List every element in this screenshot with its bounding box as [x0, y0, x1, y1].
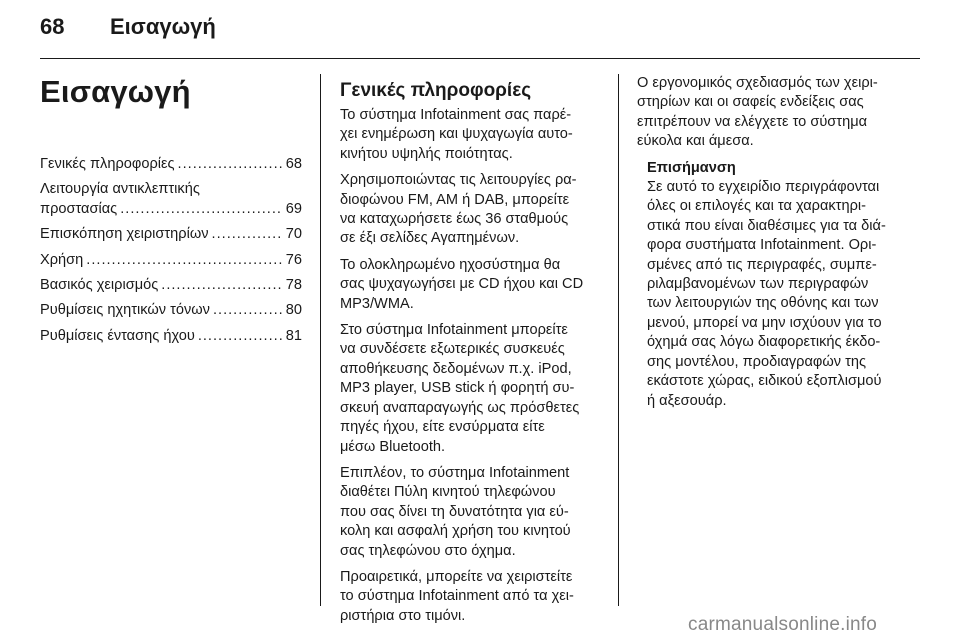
text-line: επιτρέπουν να ελέγχετε το σύστημα	[637, 113, 868, 130]
text-line: MP3 player, USB stick ή φορητή συ-	[340, 380, 575, 397]
toc-entry-label-line1[interactable]: Λειτουργία αντικλεπτικής	[40, 181, 200, 198]
toc-entry-page: 70	[285, 226, 302, 243]
text-line: Επιπλέον, το σύστημα Infotainment	[340, 464, 570, 481]
text-line: όχημά σας λόγω διαφορετικής έκδο-	[647, 334, 881, 351]
toc-leader-dots	[120, 200, 283, 219]
text-line: όλες οι επιλογές και τα χαρακτηρι-	[647, 198, 866, 215]
body-paragraph	[340, 171, 605, 249]
page-header	[40, 14, 216, 48]
toc-entry-general-info[interactable]	[40, 155, 302, 174]
text-line: μέσω Bluetooth.	[340, 438, 446, 455]
text-line: σης μοντέλου, προδιαγραφών της	[647, 353, 867, 370]
column-divider-1	[320, 74, 321, 606]
header-rule	[40, 58, 920, 59]
body-paragraph	[340, 106, 605, 164]
watermark: carmanualsonline.info	[688, 614, 878, 635]
toc-entry-label: Ρυθμίσεις ηχητικών τόνων	[40, 302, 210, 319]
body-paragraph	[340, 256, 605, 314]
toc-entry-antitheft[interactable]	[40, 200, 302, 219]
toc-entry-page: 68	[285, 156, 302, 172]
toc-leader-dots	[178, 155, 283, 174]
text-line: να καταχωρήσετε έως 36 σταθμούς	[340, 211, 569, 228]
text-line: διαθέτει Πύλη κινητού τηλεφώνου	[340, 484, 556, 501]
running-title: Εισαγωγή	[110, 14, 216, 39]
text-line: το σύστημα Infotainment από τα χει-	[340, 588, 574, 605]
text-line: φορα συστήματα Infotainment. Ορι-	[647, 237, 877, 254]
body-paragraph	[340, 321, 605, 457]
text-line: στικά που είναι διαθέσιμες για τα διά-	[647, 217, 886, 234]
toc-entry-page: 80	[285, 302, 302, 319]
text-line: πηγές ήχου, είτε ενσύρματα είτε	[340, 419, 545, 436]
toc-entry-label: προστασίας	[40, 200, 118, 217]
toc-entry-label: Χρήση	[40, 251, 84, 268]
text-line: αποθήκευσης δεδομένων π.χ. iPod,	[340, 360, 572, 377]
text-line: ή αξεσουάρ.	[647, 392, 727, 409]
text-line: εύκολα και άμεσα.	[637, 133, 754, 150]
text-line: σμένες από τις περιγραφές, συμπε-	[647, 256, 877, 273]
text-line: να συνδέσετε εξωτερικές συσκευές	[340, 341, 565, 358]
text-line: ριλαμβανομένων των περιγραφών	[647, 276, 869, 293]
chapter-title: Εισαγωγή	[40, 74, 191, 109]
section-title: Γενικές πληροφορίες	[340, 80, 532, 101]
text-line: σας ψυχαγωγήσει με CD ήχου και CD	[340, 276, 584, 293]
toc-leader-dots	[213, 301, 283, 320]
text-line: εκάστοτε χώρας, ειδικού εξοπλισμού	[647, 373, 882, 390]
toc-entry-label: Ρυθμίσεις έντασης ήχου	[40, 327, 195, 344]
toc-entry-tone-settings[interactable]	[40, 301, 302, 320]
text-line: κολη και ασφαλή χρήση του κινητού	[340, 523, 571, 540]
text-line: σε έξι σελίδες Αγαπημένων.	[340, 230, 520, 247]
note-box	[647, 159, 905, 411]
text-line: των λειτουργιών της οθόνης και των	[647, 295, 879, 312]
toc-entry-page: 76	[285, 251, 302, 268]
toc-leader-dots	[161, 276, 283, 295]
toc-entry-basic-operation[interactable]	[40, 276, 302, 295]
toc-entry-label: Επισκόπηση χειριστηρίων	[40, 226, 209, 243]
toc-entry-page: 69	[285, 200, 302, 217]
text-line: MP3/WMA.	[340, 295, 414, 312]
body-column-3	[637, 74, 905, 411]
toc-entry-volume-settings[interactable]	[40, 327, 302, 346]
toc-leader-dots	[86, 251, 282, 270]
text-line: Το ολοκληρωμένο ηχοσύστημα θα	[340, 256, 561, 273]
section-body	[340, 106, 605, 626]
body-column-2	[340, 74, 605, 633]
column-divider-2	[618, 74, 619, 606]
toc-column	[40, 74, 302, 352]
toc-entry-label: Βασικός χειρισμός	[40, 277, 159, 294]
text-line: ριστήρια στο τιμόνι.	[340, 607, 466, 624]
body-paragraph	[340, 464, 605, 561]
text-line: Σε αυτό το εγχειρίδιο περιγράφονται	[647, 179, 880, 196]
toc-entry-label: Γενικές πληροφορίες	[40, 156, 175, 172]
note-title: Επισήμανση	[647, 159, 736, 176]
body-paragraph	[637, 74, 905, 152]
text-line: διοφώνου FM, AM ή DAB, μπορείτε	[340, 191, 570, 208]
toc-leader-dots	[198, 327, 283, 346]
toc-entry-usage[interactable]	[40, 251, 302, 270]
text-line: χει ενημέρωση και ψυχαγωγία αυτο-	[340, 126, 573, 143]
text-line: σας τηλεφώνου στο όχημα.	[340, 542, 516, 559]
toc-entry-page: 81	[285, 327, 302, 344]
body-paragraph	[340, 568, 605, 626]
text-line: Ο εργονομικός σχεδιασμός των χειρι-	[637, 75, 878, 91]
text-line: Χρησιμοποιώντας τις λειτουργίες ρα-	[340, 172, 577, 189]
page-number: 68	[40, 14, 65, 39]
text-line: σκευή αναπαραγωγής ως πρόσθετες	[340, 399, 580, 416]
text-line: Το σύστημα Infotainment σας παρέ-	[340, 107, 572, 123]
text-line: στηρίων και οι σαφείς ενδείξεις σας	[637, 94, 864, 111]
text-line: Προαιρετικά, μπορείτε να χειριστείτε	[340, 568, 573, 585]
note-body	[647, 178, 905, 411]
text-line: κινήτου υψηλής ποιότητας.	[340, 145, 513, 162]
toc-leader-dots	[212, 225, 283, 244]
toc-entry-page: 78	[285, 277, 302, 294]
toc-entry-controls-overview[interactable]	[40, 225, 302, 244]
text-line: μενού, μπορεί να μην ισχύουν για το	[647, 314, 882, 331]
text-line: Στο σύστημα Infotainment μπορείτε	[340, 322, 568, 339]
text-line: που σας δίνει τη δυνατότητα για εύ-	[340, 503, 569, 520]
